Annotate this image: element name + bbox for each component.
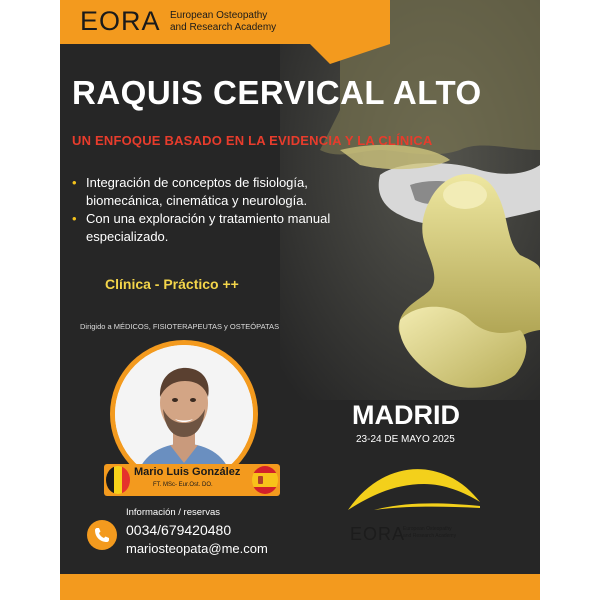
bullet-icon: • xyxy=(72,175,77,190)
course-subtitle: UN ENFOQUE BASADO EN LA EVIDENCIA Y LA CLÍNICA xyxy=(72,133,433,148)
bullet-icon: • xyxy=(72,211,77,226)
footer-subtitle-line2: and Research Academy xyxy=(403,533,457,539)
email-address[interactable]: mariosteopata@me.com xyxy=(126,541,268,556)
logo-subtitle-line1: European Osteopathy xyxy=(170,10,268,21)
phone-glyph xyxy=(87,520,117,550)
poster xyxy=(60,0,540,600)
phone-icon[interactable] xyxy=(87,520,117,550)
speaker-portrait xyxy=(115,345,253,483)
footer-subtitle-line1: European Osteopathy xyxy=(403,526,452,532)
eora-logo-subtitle xyxy=(170,10,276,34)
footer-eora-logo: EORA xyxy=(350,524,406,544)
header-notch xyxy=(310,44,390,64)
speaker-credentials: FT. MSc- Eur.Ost. DO. xyxy=(153,482,213,488)
phone-number[interactable]: 0034/679420480 xyxy=(126,522,232,538)
belgium-flag-icon xyxy=(106,466,130,494)
footer-eora-subtitle xyxy=(403,526,456,540)
feature-text: Con una exploración y tratamiento manual especializado. xyxy=(86,211,331,244)
footer-bar xyxy=(60,574,540,600)
eora-swoosh-icon xyxy=(344,462,484,514)
course-title: RAQUIS CERVICAL ALTO xyxy=(72,74,482,111)
feature-item xyxy=(72,210,362,246)
feature-text: Integración de conceptos de fisiología, biomecánica, cinemática y neurología. xyxy=(86,175,308,208)
spain-flag-icon xyxy=(252,466,278,494)
audience-text: Dirigido a MÉDICOS, FISIOTERAPEUTAS y OSTEÓPATAS xyxy=(80,322,280,331)
speaker-name: Mario Luis González xyxy=(134,466,241,478)
tagline: Clínica - Práctico ++ xyxy=(105,276,239,292)
feature-list xyxy=(72,174,362,246)
eora-logo: EORA xyxy=(80,6,161,36)
feature-item xyxy=(72,174,362,210)
event-city: MADRID xyxy=(352,400,460,430)
info-label: Información / reservas xyxy=(126,507,220,518)
event-dates: 23-24 DE MAYO 2025 xyxy=(356,434,455,445)
speaker-photo xyxy=(115,345,253,483)
logo-subtitle-line2: and Research Academy xyxy=(170,22,277,33)
